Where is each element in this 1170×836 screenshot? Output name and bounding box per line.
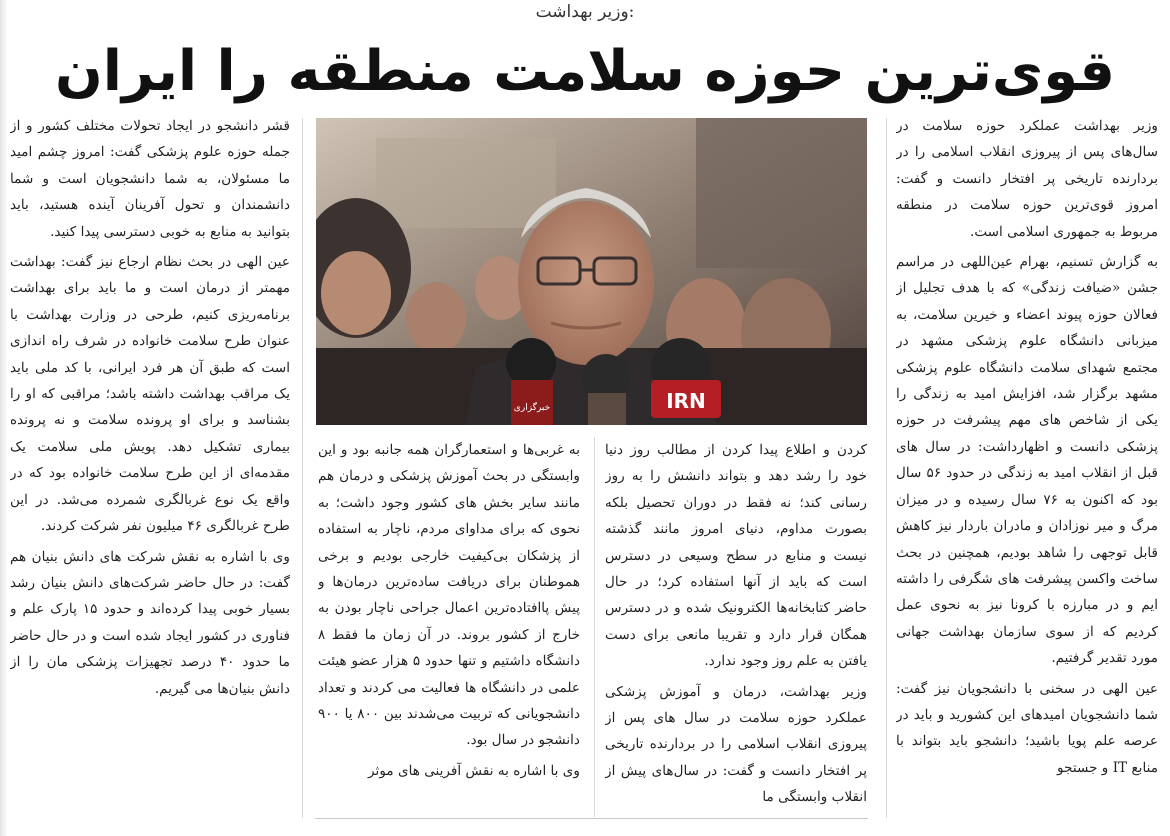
article-photo bbox=[316, 118, 867, 425]
column-divider bbox=[302, 118, 303, 818]
article-headline: قوی‌ترین حوزه سلامت منطقه را ایران bbox=[54, 39, 1115, 104]
paragraph: وزیر بهداشت عملکرد حوزه سلامت در سال‌های پس از پیروزی انقلاب اسلامی را در بردارنده تاریخی پر افتخار دانست و گفت: امروز قوی‌ترین حوزه سلامت در منطقه مربوط به جمهوری اسلامی است. bbox=[896, 118, 1158, 240]
paragraph: به گزارش تسنیم، بهرام عین‌اللهی در مراسم جشن «ضیافت زندگی» که با هدف تجلیل از فعالان حوزه پیوند اعضاء و خیرین سلامت، به میزبانی دانشگاه علوم پزشکی مشهد در مجتمع شهدای سلامت دانشگاه علوم پزشکی مشهد برگزار شد، افزایش امید به زندگی را یکی از شاخص های مهم پیشرفت در حوزه پزشکی دانست و اظهارداشت: در سال های قبل از انقلاب امید به زندگی در حدود ۵۶ سال بود که اکنون به ۷۶ سال رسیده و در میزان مرگ و میر نوزادان و مادران باردار نیز کاهش قابل توجهی را شاهد بودیم، همچنین در بحث ساخت واکسن پیشرفت های شگرفی را داشته ایم و در مبارزه با کرونا نیز به نحوی عمل کردیم که از سوی سازمان بهداشت جهانی مورد تقدیر گرفتیم. bbox=[896, 254, 1158, 667]
paragraph: کردن و اطلاع پیدا کردن از مطالب روز دنیا خود را رشد دهد و بتواند دانشش را به روز رسانی کند؛ نه فقط در دوران تحصیل بلکه بصورت مداوم، دنیای امروز مانند گذشته نیست و منابع در سطح وسیعی در دسترس است که باید از آنها استفاده کرد؛ در حال حاضر کتابخانه‌ها الکترونیک شده و در دسترس همگان قرار دارد و تقریبا مانعی برای دست یافتن به علم روز وجود ندارد. bbox=[605, 442, 867, 670]
mic-label-irn: IRN bbox=[666, 389, 706, 413]
column-left bbox=[10, 113, 290, 828]
column-right bbox=[896, 113, 1158, 833]
paragraph: وی با اشاره به نقش شرکت های دانش بنیان هم گفت: در حال حاضر شرکت‌های دانش بنیان رشد بسیار خوبی پیدا کرده‌اند و حدود ۱۵ پارک علم و فناوری در کشور ایجاد شده است و در حال حاضر ما حدود ۴۰ درصد تجهیزات پزشکی مان را از دانش بنیان‌ها می گیریم. bbox=[10, 548, 290, 697]
article-kicker: وزیر بهداشت: bbox=[535, 2, 635, 22]
paragraph: عین الهی در سخنی با دانشجویان نیز گفت: شما دانشجویان امیدهای این کشورید و باید در عرصه علم پویا باشید؛ دانشجو باید بتواند با منابع IT و جستجو bbox=[896, 680, 1158, 776]
paragraph: قشر دانشجو در ایجاد تحولات مختلف کشور و از جمله حوزه علوم پزشکی گفت: امروز چشم امید ما مسئولان، به شما دانشجویان است و شما دانشمندان و تحول آفرینان آینده هستید، باید بتوانید به منابع به خوبی دسترسی پیدا کنید. bbox=[10, 118, 290, 240]
paragraph: وی با اشاره به نقش آفرینی های موثر bbox=[368, 762, 580, 779]
column-middle-left bbox=[318, 437, 580, 809]
bottom-rule bbox=[315, 818, 868, 819]
photo-illustration bbox=[316, 118, 867, 425]
column-divider bbox=[886, 118, 887, 818]
mic-label-agency: خبرگزاری bbox=[513, 403, 551, 413]
page-edge-shadow bbox=[0, 0, 8, 836]
column-middle-right bbox=[605, 437, 867, 809]
paragraph: به غربی‌ها و استعمارگران همه جانبه بود و این وابستگی در بحث آموزش پزشکی و درمان هم مانند سایر بخش های کشور وجود داشت؛ به نحوی که برای مداوای مردم، ناچار به استفاده از پزشکان بی‌کیفیت خارجی بودیم و برخی هموطنان برای دریافت ساده‌ترین درمان‌ها و پیش پاافتاده‌ترین اعمال جراحی ناچار بودن به خارج از کشور بروند. در آن زمان ما فقط ۸ دانشگاه داشتیم و تنها حدود ۵ هزار عضو هیئت علمی در دانشگاه ها فعالیت می کردند و تعداد دانشجویانی که تربیت می‌شدند بین ۸۰۰ یا ۹۰۰ دانشجو در سال بود. bbox=[318, 442, 580, 749]
paragraph: عین الهی در بحث نظام ارجاع نیز گفت: بهداشت مهمتر از درمان است و ما باید برای بهداشت برنامه‌ریزی کنیم، طرحی در وزارت بهداشت با عنوان طرح سلامت خانواده در شرف راه اندازی است که طبق آن هر فرد ایرانی، با کد ملی باید یک مراقب بهداشت داشته باشد؛ مراقبی که او را بشناسد و برای او پرونده سلامت و نه پرونده بیماری تشکیل دهد. پویش ملی سلامت یک مقدمه‌ای از این طرح سلامت خانواده بود که در واقع یک نوع غربالگری شمرده می‌شد. در این طرح غربالگری ۴۶ میلیون نفر شرکت کردند. bbox=[10, 254, 290, 535]
column-divider bbox=[594, 437, 595, 817]
paragraph: وزیر بهداشت، درمان و آموزش پزشکی عملکرد حوزه سلامت در سال های پس از پیروزی انقلاب اسلامی را در بردارنده تاریخی پر افتخار دانست و گفت: در سال‌های پیش از انقلاب وابستگی ما bbox=[605, 683, 867, 806]
